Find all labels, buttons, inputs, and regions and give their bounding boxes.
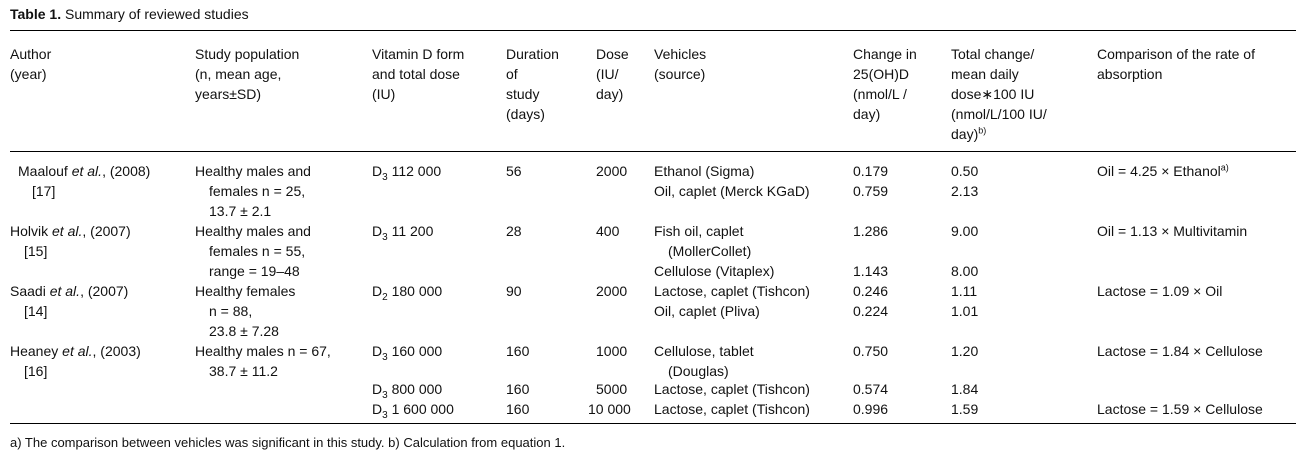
- header-total-change: Total change/ mean daily dose∗100 IU (nmol/L/100 IU/ day)$^{b)}$: [951, 46, 1047, 142]
- table-row-vehicle: Cellulose (Vitaplex): [654, 263, 775, 279]
- table-row-duration: 28: [506, 223, 522, 239]
- table-row-author: Holvik et al., (2007) [15]: [10, 223, 131, 259]
- table-row-population: Healthy males n = 67, 38.7 ± 11.2: [195, 343, 331, 379]
- table-row-vehicle: Oil, caplet (Merck KGaD): [654, 183, 810, 199]
- table-row-comparison: Oil = 4.25 × Ethanol$^{a)}$: [1097, 162, 1229, 179]
- header-dose: Dose (IU/ day): [596, 46, 629, 102]
- table-row-total: 1.11: [951, 283, 978, 299]
- header-vitamin-d: Vitamin D form and total dose (IU): [372, 46, 465, 102]
- table-row-duration: 160: [506, 343, 530, 359]
- table-row-author: Saadi et al., (2007) [14]: [10, 283, 129, 319]
- table-row-total: 9.00: [951, 223, 979, 239]
- header-rule: [10, 151, 1296, 152]
- table-caption: [10, 6, 249, 22]
- table-row-dose-form: $D_3$ 11 200: [372, 223, 434, 243]
- table-row-comparison: Lactose = 1.84 × Cellulose: [1097, 343, 1263, 359]
- table-row-comparison: Oil = 1.13 × Multivitamin: [1097, 223, 1248, 239]
- header-author: Author (year): [10, 46, 52, 82]
- table-row-total: 1.84: [951, 381, 979, 397]
- table-row-dose-form: $D_3$ 800 000: [372, 381, 443, 401]
- table-row-total: 1.20: [951, 343, 979, 359]
- table-row-author: Maalouf et al., (2008) [17]: [18, 163, 151, 199]
- table-row-change: 0.759: [853, 183, 889, 199]
- table-row-total: 8.00: [951, 263, 979, 279]
- top-rule: [10, 30, 1296, 31]
- table-row-vehicle: Lactose, caplet (Tishcon): [654, 401, 810, 417]
- table-row-population: Healthy females n = 88, 23.8 ± 7.28: [195, 283, 296, 339]
- table-row-vehicle: Ethanol (Sigma): [654, 163, 755, 179]
- table-row-population: Healthy males and females n = 55, range = 19–48: [195, 223, 311, 279]
- table-footnote: a) The comparison between vehicles was significant in this study. b) Calculation from equation 1.: [10, 435, 566, 450]
- table-row-change: 0.574: [853, 381, 889, 397]
- table-row-dose: 2000: [596, 163, 628, 179]
- table-row-change: 0.246: [853, 283, 889, 299]
- table-row-total: 1.59: [951, 401, 979, 417]
- table-row-author: Heaney et al., (2003) [16]: [10, 343, 141, 379]
- table-row-total: 0.50: [951, 163, 979, 179]
- header-change: Change in 25(OH)D (nmol/L / day): [853, 46, 917, 122]
- table-row-change: 1.143: [853, 263, 889, 279]
- table-row-change: 0.996: [853, 401, 889, 417]
- table-row-dose-form: $D_2$ 180 000: [372, 283, 443, 303]
- table-row-dose: 400: [596, 223, 620, 239]
- table-row-dose-form: $D_3$ 112 000: [372, 163, 442, 183]
- table-row-duration: 160: [506, 381, 530, 397]
- table-row-dose-form: $D_3$ 1 600 000: [372, 401, 454, 421]
- table-row-dose-form: $D_3$ 160 000: [372, 343, 443, 363]
- table-title: Summary of reviewed studies: [61, 6, 249, 22]
- header-duration: Duration of study (days): [506, 46, 559, 122]
- table-row-dose: 10 000: [588, 401, 631, 417]
- header-vehicles: Vehicles (source): [654, 46, 707, 82]
- table-row-vehicle: Cellulose, tablet (Douglas): [654, 343, 754, 379]
- table-row-dose: 5000: [596, 381, 628, 397]
- table-row-total: 1.01: [951, 303, 979, 319]
- table-row-change: 0.750: [853, 343, 889, 359]
- table-row-duration: 56: [506, 163, 522, 179]
- table-row-total: 2.13: [951, 183, 979, 199]
- table-row-change: 1.286: [853, 223, 889, 239]
- table-row-duration: 160: [506, 401, 530, 417]
- table-row-change: 0.179: [853, 163, 889, 179]
- header-comparison: Comparison of the rate of absorption: [1097, 46, 1255, 82]
- table-row-comparison: Lactose = 1.09 × Oil: [1097, 283, 1223, 299]
- table-label: Table 1.: [10, 6, 62, 22]
- table-row-population: Healthy males and females n = 25, 13.7 ± 2.1: [195, 163, 311, 219]
- table-row-vehicle: Lactose, caplet (Tishcon): [654, 381, 810, 397]
- table-row-vehicle: Fish oil, caplet (MollerCollet): [654, 223, 752, 259]
- header-population: Study population (n, mean age, years±SD): [195, 46, 300, 102]
- table-row-dose: 1000: [596, 343, 628, 359]
- table-row-vehicle: Lactose, caplet (Tishcon): [654, 283, 810, 299]
- table-row-duration: 90: [506, 283, 522, 299]
- table-row-vehicle: Oil, caplet (Pliva): [654, 303, 760, 319]
- table-row-comparison: Lactose = 1.59 × Cellulose: [1097, 401, 1263, 417]
- table-row-dose: 2000: [596, 283, 628, 299]
- bottom-rule: [10, 423, 1296, 424]
- table-row-change: 0.224: [853, 303, 889, 319]
